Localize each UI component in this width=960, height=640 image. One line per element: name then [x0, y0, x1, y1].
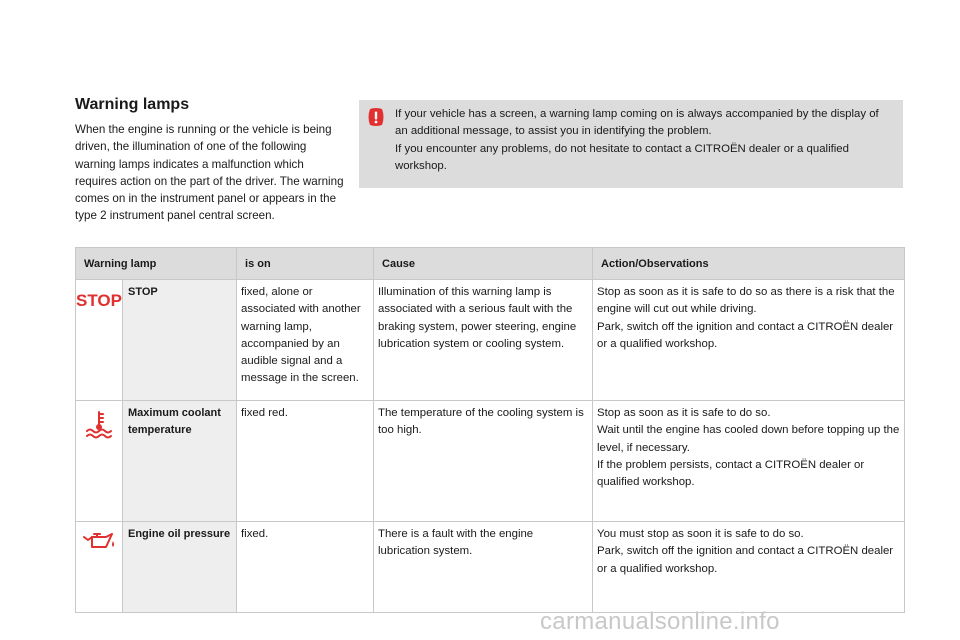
action-line: If the problem persists, contact a CITROËN dealer or qualified workshop. [597, 458, 865, 489]
action-text [593, 401, 905, 522]
stop-icon [76, 290, 122, 310]
lamp-name: Maximum coolant temperature [123, 401, 237, 522]
cause-text: The temperature of the cooling system is too high. [374, 401, 593, 522]
intro-text: When the engine is running or the vehicle is being driven, the illumination of one of the following warning lamps indicates a malfunction which requires action on the part of the driver. The warning comes on in the instrument panel or appears in the type 2 instrument panel central screen. [75, 123, 344, 223]
action-line: Park, switch off the ignition and contact a CITROËN dealer or a qualified workshop. [597, 320, 894, 350]
table-row [76, 522, 905, 613]
table-row [76, 401, 905, 522]
lamp-name: STOP [123, 280, 237, 401]
table-row [76, 280, 905, 401]
action-line: Park, switch off the ignition and contact a CITROËN dealer or a qualified workshop. [597, 545, 894, 575]
action-line: Stop as soon as it is safe to do so. [597, 407, 771, 419]
stop-icon-cell [76, 280, 123, 401]
action-text [593, 280, 905, 401]
header-warning-lamp: Warning lamp [76, 248, 237, 280]
svg-text:STOP: STOP [76, 291, 122, 310]
coolant-temperature-icon [84, 409, 114, 439]
oil-icon-cell [76, 522, 123, 613]
notice-line-1: If your vehicle has a screen, a warning lamp coming on is always accompanied by the display of an additional message, to assist you in identifying the problem. [395, 108, 879, 138]
notice-box [359, 100, 903, 188]
oil-pressure-icon [82, 530, 116, 552]
coolant-icon-cell [76, 401, 123, 522]
header-is-on: is on [237, 248, 374, 280]
notice-text [395, 106, 891, 175]
action-text [593, 522, 905, 613]
is-on-text: fixed red. [237, 401, 374, 522]
warning-lamps-table [75, 247, 905, 613]
is-on-text: fixed. [237, 522, 374, 613]
cause-text: There is a fault with the engine lubrication system. [374, 522, 593, 613]
action-line: You must stop as soon it is safe to do so. [597, 528, 804, 540]
exclamation-icon [367, 108, 385, 126]
notice-line-2: If you encounter any problems, do not hesitate to contact a CITROËN dealer or a qualified workshop. [395, 142, 849, 172]
watermark-logo: carmanualsonline.info [540, 608, 780, 635]
header-cause: Cause [374, 248, 593, 280]
action-line: Stop as soon as it is safe to do so as there is a risk that the engine will cut out while driving. [597, 286, 895, 316]
header-action: Action/Observations [593, 248, 905, 280]
action-line: Wait until the engine has cooled down before topping up the level, if necessary. [597, 424, 900, 454]
cause-text: Illumination of this warning lamp is associated with a serious fault with the braking system, power steering, engine lubrication system or cooling system. [374, 280, 593, 401]
is-on-text: fixed, alone or associated with another warning lamp, accompanied by an audible signal and a message in the screen. [237, 280, 374, 401]
table-header-row [76, 248, 905, 280]
lamp-name: Engine oil pressure [123, 522, 237, 613]
section-title: Warning lamps [75, 96, 190, 113]
